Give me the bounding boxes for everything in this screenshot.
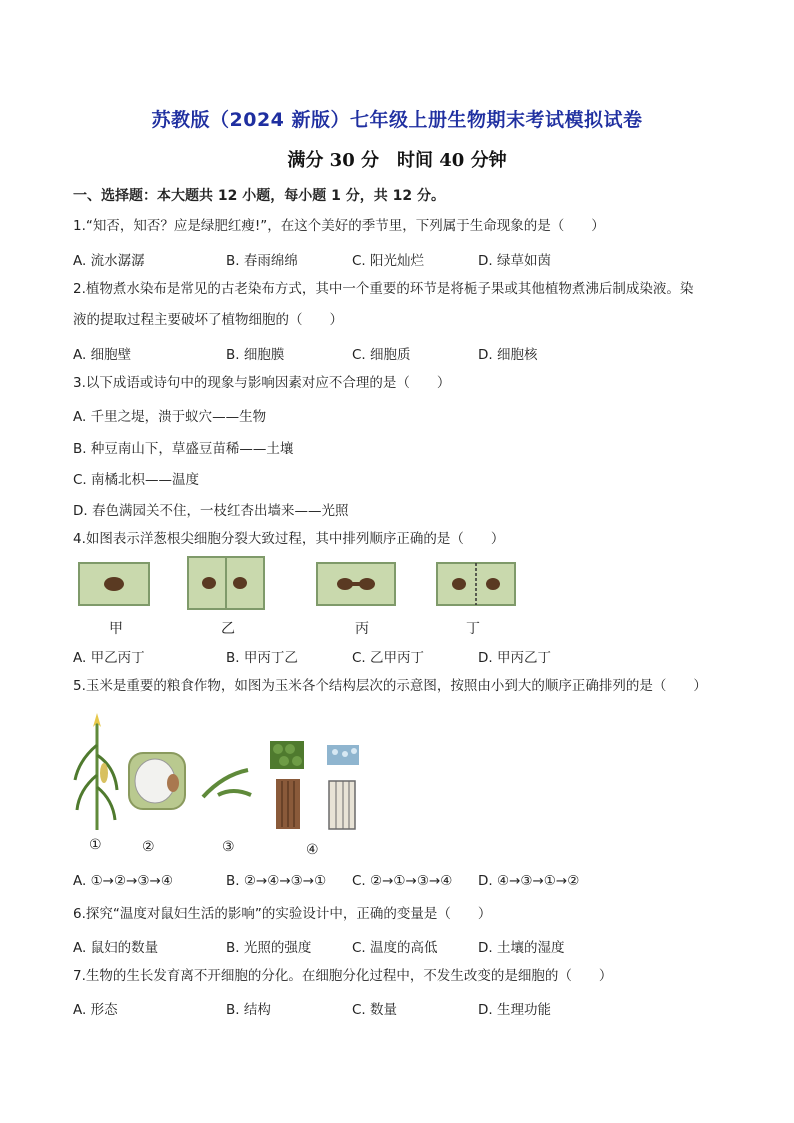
section-heading: 一、选择题：本大题共 12 小题，每小题 1 分，共 12 分。 xyxy=(73,188,445,204)
q2-option-a[interactable]: A. 细胞壁 xyxy=(73,347,132,363)
question-7-stem: 7.生物的生长发育离不开细胞的分化。在细胞分化过程中，不发生改变的是细胞的（ ） xyxy=(73,968,613,984)
onion-cell-division-figure xyxy=(73,555,523,615)
fig5-label-2: ② xyxy=(142,839,155,855)
question-5-stem: 5.玉米是重要的粮食作物，如图为玉米各个结构层次的示意图，按照由小到大的顺序正确排列的是（ ） xyxy=(73,678,707,694)
q4-option-c[interactable]: C. 乙甲丙丁 xyxy=(352,650,425,666)
q4-option-b[interactable]: B. 甲丙丁乙 xyxy=(226,650,298,666)
q2-option-d[interactable]: D. 细胞核 xyxy=(478,347,538,363)
corn-plant-icon xyxy=(75,713,117,830)
q7-option-d[interactable]: D. 生理功能 xyxy=(478,1002,551,1018)
q6-option-a[interactable]: A. 鼠妇的数量 xyxy=(73,940,159,956)
q5-option-a[interactable]: A. ①→②→③→④ xyxy=(73,873,173,889)
q2-option-c[interactable]: C. 细胞质 xyxy=(352,347,411,363)
fig4-label-jia: 甲 xyxy=(109,621,123,637)
q7-option-b[interactable]: B. 结构 xyxy=(226,1002,271,1018)
fig5-label-4: ④ xyxy=(306,842,319,858)
corn-structure-levels-figure xyxy=(73,705,373,835)
question-1-stem: 1.“知否，知否？应是绿肥红瘦!”，在这个美好的季节里，下列属于生命现象的是（ ） xyxy=(73,218,605,234)
fig5-label-3: ③ xyxy=(222,839,235,855)
cell-yi xyxy=(188,557,264,609)
question-3-stem: 3.以下成语或诗句中的现象与影响因素对应不合理的是（ ） xyxy=(73,375,451,391)
q3-option-d[interactable]: D. 春色满园关不住，一枝红杏出墙来——光照 xyxy=(73,503,349,519)
q6-option-d[interactable]: D. 土壤的湿度 xyxy=(478,940,565,956)
question-6-stem: 6.探究“温度对鼠妇生活的影响”的实验设计中，正确的变量是（ ） xyxy=(73,906,492,922)
q5-option-d[interactable]: D. ④→③→①→② xyxy=(478,873,580,889)
corn-leaf-icon xyxy=(203,770,251,797)
q3-option-c[interactable]: C. 南橘北枳——温度 xyxy=(73,472,200,488)
q6-option-c[interactable]: C. 温度的高低 xyxy=(352,940,438,956)
fig4-label-ding: 丁 xyxy=(466,621,480,637)
page-subtitle: 满分 30 分 时间 40 分钟 xyxy=(287,150,507,171)
q1-option-a[interactable]: A. 流水潺潺 xyxy=(73,253,145,269)
cell-jia xyxy=(79,563,149,605)
q7-option-c[interactable]: C. 数量 xyxy=(352,1002,398,1018)
q4-option-a[interactable]: A. 甲乙丙丁 xyxy=(73,650,145,666)
q1-option-d[interactable]: D. 绿草如茵 xyxy=(478,253,551,269)
q1-option-b[interactable]: B. 春雨绵绵 xyxy=(226,253,298,269)
q3-option-a[interactable]: A. 千里之堤，溃于蚁穴——生物 xyxy=(73,409,267,425)
q5-option-b[interactable]: B. ②→④→③→① xyxy=(226,873,327,889)
cell-ding xyxy=(437,563,515,605)
q7-option-a[interactable]: A. 形态 xyxy=(73,1002,118,1018)
q1-option-c[interactable]: C. 阳光灿烂 xyxy=(352,253,425,269)
q2-option-b[interactable]: B. 细胞膜 xyxy=(226,347,285,363)
fig5-label-1: ① xyxy=(89,837,102,853)
question-2-stem-cont: 液的提取过程主要破坏了植物细胞的（ ） xyxy=(73,312,343,328)
q6-option-b[interactable]: B. 光照的强度 xyxy=(226,940,312,956)
question-4-stem: 4.如图表示洋葱根尖细胞分裂大致过程，其中排列顺序正确的是（ ） xyxy=(73,531,505,547)
fig4-label-yi: 乙 xyxy=(221,621,235,637)
plant-cell-icon xyxy=(129,753,185,809)
q4-option-d[interactable]: D. 甲丙乙丁 xyxy=(478,650,551,666)
question-2-stem: 2.植物煮水染布是常见的古老染布方式，其中一个重要的环节是将栀子果或其他植物煮沸后制成染液。染 xyxy=(73,281,694,297)
q5-option-c[interactable]: C. ②→①→③→④ xyxy=(352,873,453,889)
tissue-icons xyxy=(270,741,359,829)
cell-bing xyxy=(317,563,395,605)
fig4-label-bing: 丙 xyxy=(355,621,369,637)
q3-option-b[interactable]: B. 种豆南山下，草盛豆苗稀——土壤 xyxy=(73,441,294,457)
page-title: 苏教版（2024 新版）七年级上册生物期末考试模拟试卷 xyxy=(151,109,643,131)
